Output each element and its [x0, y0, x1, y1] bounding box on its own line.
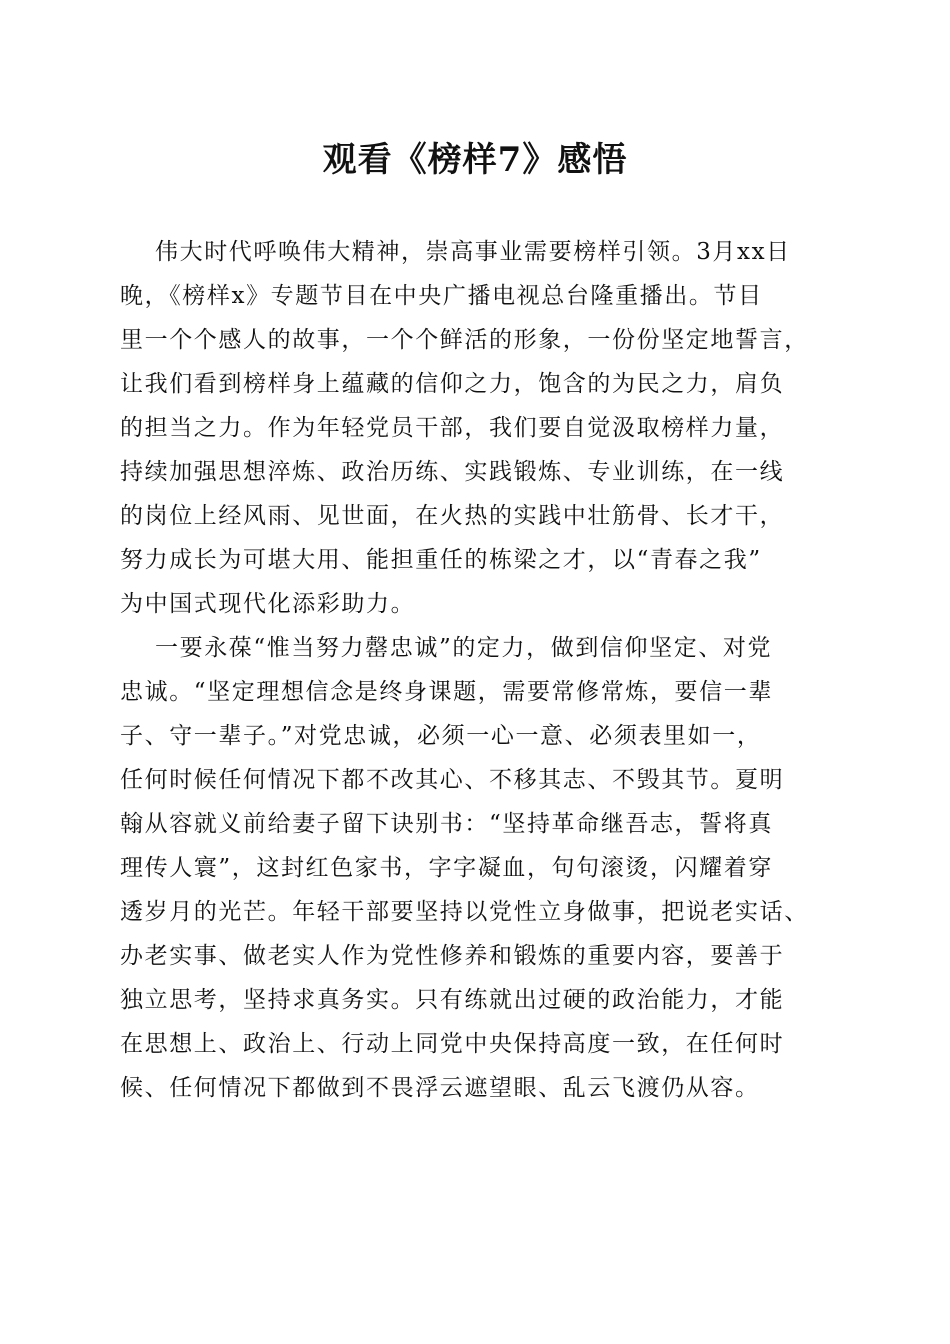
- paragraph-1-line-6: 持续加强思想淬炼、政治历练、实践锻炼、专业训练，在一线: [120, 459, 785, 485]
- document-title: 观看《榜样7》感悟: [322, 140, 628, 180]
- paragraph-2-line-4: 任何时候任何情况下都不改其心、不移其志、不毁其节。夏明: [120, 767, 785, 793]
- paragraph-2-line-6: 理传人寰”，这封红色家书，字字凝血，句句滚烫，闪耀着穿: [120, 855, 773, 881]
- paragraph-1-line-1: 伟大时代呼唤伟大精神，崇高事业需要榜样引领。3月xx日: [155, 239, 791, 265]
- paragraph-1-line-2: 晚，《榜样x》专题节目在中央广播电视总台隆重播出。节目: [120, 283, 763, 309]
- paragraph-2-line-9: 独立思考，坚持求真务实。只有练就出过硬的政治能力，才能: [120, 987, 785, 1013]
- paragraph-1-line-5: 的担当之力。作为年轻党员干部，我们要自觉汲取榜样力量，: [120, 415, 785, 441]
- paragraph-1-line-8: 努力成长为可堪大用、能担重任的栋梁之才，以“青春之我”: [120, 547, 762, 573]
- paragraph-1-line-4: 让我们看到榜样身上蕴藏的信仰之力，饱含的为民之力，肩负: [120, 371, 785, 397]
- paragraph-2-line-5: 翰从容就义前给妻子留下诀别书：“坚持革命继吾志，誓将真: [120, 811, 773, 837]
- paragraph-1-line-9: 为中国式现代化添彩助力。: [120, 591, 416, 617]
- paragraph-2-line-10: 在思想上、政治上、行动上同党中央保持高度一致，在任何时: [120, 1031, 785, 1057]
- paragraph-2-line-1: 一要永葆“惟当努力罄忠诚”的定力，做到信仰坚定、对党: [155, 635, 773, 661]
- paragraph-2-line-11: 候、任何情况下都做到不畏浮云遮望眼、乱云飞渡仍从容。: [120, 1075, 760, 1101]
- paragraph-2-line-3: 子、守一辈子。”对党忠诚，必须一心一意、必须表里如一，: [120, 723, 762, 749]
- paragraph-1-line-7: 的岗位上经风雨、见世面，在火热的实践中壮筋骨、长才干，: [120, 503, 785, 529]
- paragraph-2-line-7: 透岁月的光芒。年轻干部要坚持以党性立身做事，把说老实话、: [120, 899, 809, 925]
- paragraph-2-line-2: 忠诚。“坚定理想信念是终身课题，需要常修常炼，要信一辈: [120, 679, 773, 705]
- paragraph-1-line-3: 里一个个感人的故事，一个个鲜活的形象，一份份坚定地誓言，: [120, 327, 809, 353]
- paragraph-2-line-8: 办老实事、做老实人作为党性修养和锻炼的重要内容，要善于: [120, 943, 785, 969]
